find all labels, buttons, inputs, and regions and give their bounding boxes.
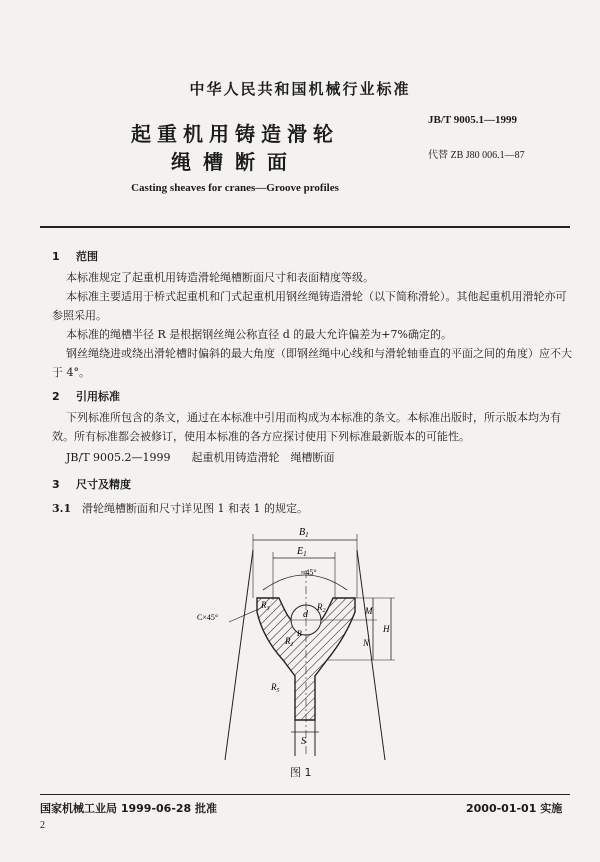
e1-label: $E_1$ xyxy=(297,546,307,558)
section-number: 3 xyxy=(52,478,60,491)
page-number: 2 xyxy=(40,820,45,831)
section-1-heading xyxy=(52,248,98,264)
angle-label: ≈45° xyxy=(301,568,317,577)
section-2-paragraph-1: 下列标准所包含的条文，通过在本标准中引用而构成为本标准的条文。本标准出版时，所示版本均为有效。所有标准都会被修订，使用本标准的各方应探讨使用下列标准最新版本的可能性。 xyxy=(52,411,561,443)
document-title-english: Casting sheaves for cranes—Groove profiles xyxy=(131,182,339,194)
section-1-paragraph-4: 钢丝绳绕进或绕出滑轮槽时偏斜的最大角度（即钢丝绳中心线和与滑轮轴垂直的平面之间的角度）应不大于 4°。 xyxy=(52,347,572,379)
groove-profile-figure xyxy=(195,520,425,762)
footer-divider xyxy=(40,794,570,795)
r5-label: $R_5$ xyxy=(271,682,280,694)
figure-caption: 图 1 xyxy=(290,766,312,779)
n-label: N xyxy=(363,638,370,648)
section-3-heading xyxy=(52,476,131,492)
section-1-paragraph-3: 本标准的绳槽半径 R 是根据钢丝绳公称直径 d 的最大允许偏差为+7%确定的。 xyxy=(66,328,452,341)
replaces-standard: 代替 ZB J80 006.1—87 xyxy=(428,150,525,161)
right-flank-line xyxy=(357,550,385,760)
clause-3-1 xyxy=(52,500,308,516)
reference-code: JB/T 9005.2—1999 xyxy=(66,451,171,464)
r-label: R xyxy=(297,629,302,638)
reference-standard xyxy=(66,449,335,465)
r3-label: $R_3$ xyxy=(261,600,270,612)
section-number: 2 xyxy=(52,390,60,403)
left-flank-line xyxy=(225,550,253,760)
clause-text: 滑轮绳槽断面和尺寸详见图 1 和表 1 的规定。 xyxy=(82,502,308,515)
s-label: S xyxy=(301,736,306,747)
section-2-heading xyxy=(52,388,120,404)
h-label: H xyxy=(383,624,390,634)
effective-date: 2000-01-01 实施 xyxy=(466,802,563,815)
section-1-paragraph-1: 本标准规定了起重机用铸造滑轮绳槽断面尺寸和表面精度等级。 xyxy=(66,271,374,284)
section-1-paragraph-2: 本标准主要适用于桥式起重机和门式起重机用钢丝绳铸造滑轮（以下简称滑轮）。其他起重机用滑轮亦可参照采用。 xyxy=(52,290,567,322)
issuer-approval: 国家机械工业局 1999-06-28 批准 xyxy=(40,802,218,815)
reference-title: 起重机用铸造滑轮 绳槽断面 xyxy=(191,451,335,464)
document-title-line1: 起重机用铸造滑轮 xyxy=(131,122,339,146)
section-title: 范围 xyxy=(76,250,98,263)
rope-d-label: d xyxy=(303,609,308,620)
section-title: 引用标准 xyxy=(76,390,120,403)
r2-label: $R_2$ xyxy=(317,602,326,614)
standard-category-title: 中华人民共和国机械行业标准 xyxy=(189,80,411,98)
m-label: M xyxy=(365,606,373,616)
chamfer-label: C×45° xyxy=(197,613,219,622)
header-divider xyxy=(40,226,570,228)
r1-label: $R_1$ xyxy=(285,636,294,648)
section-title: 尺寸及精度 xyxy=(76,478,131,491)
document-title-line2: 绳槽断面 xyxy=(171,150,299,174)
angle-arc xyxy=(263,575,347,590)
standard-code: JB/T 9005.1—1999 xyxy=(428,114,518,126)
section-number: 1 xyxy=(52,250,60,263)
clause-number: 3.1 xyxy=(52,502,72,515)
b1-label: $B_1$ xyxy=(299,527,309,539)
